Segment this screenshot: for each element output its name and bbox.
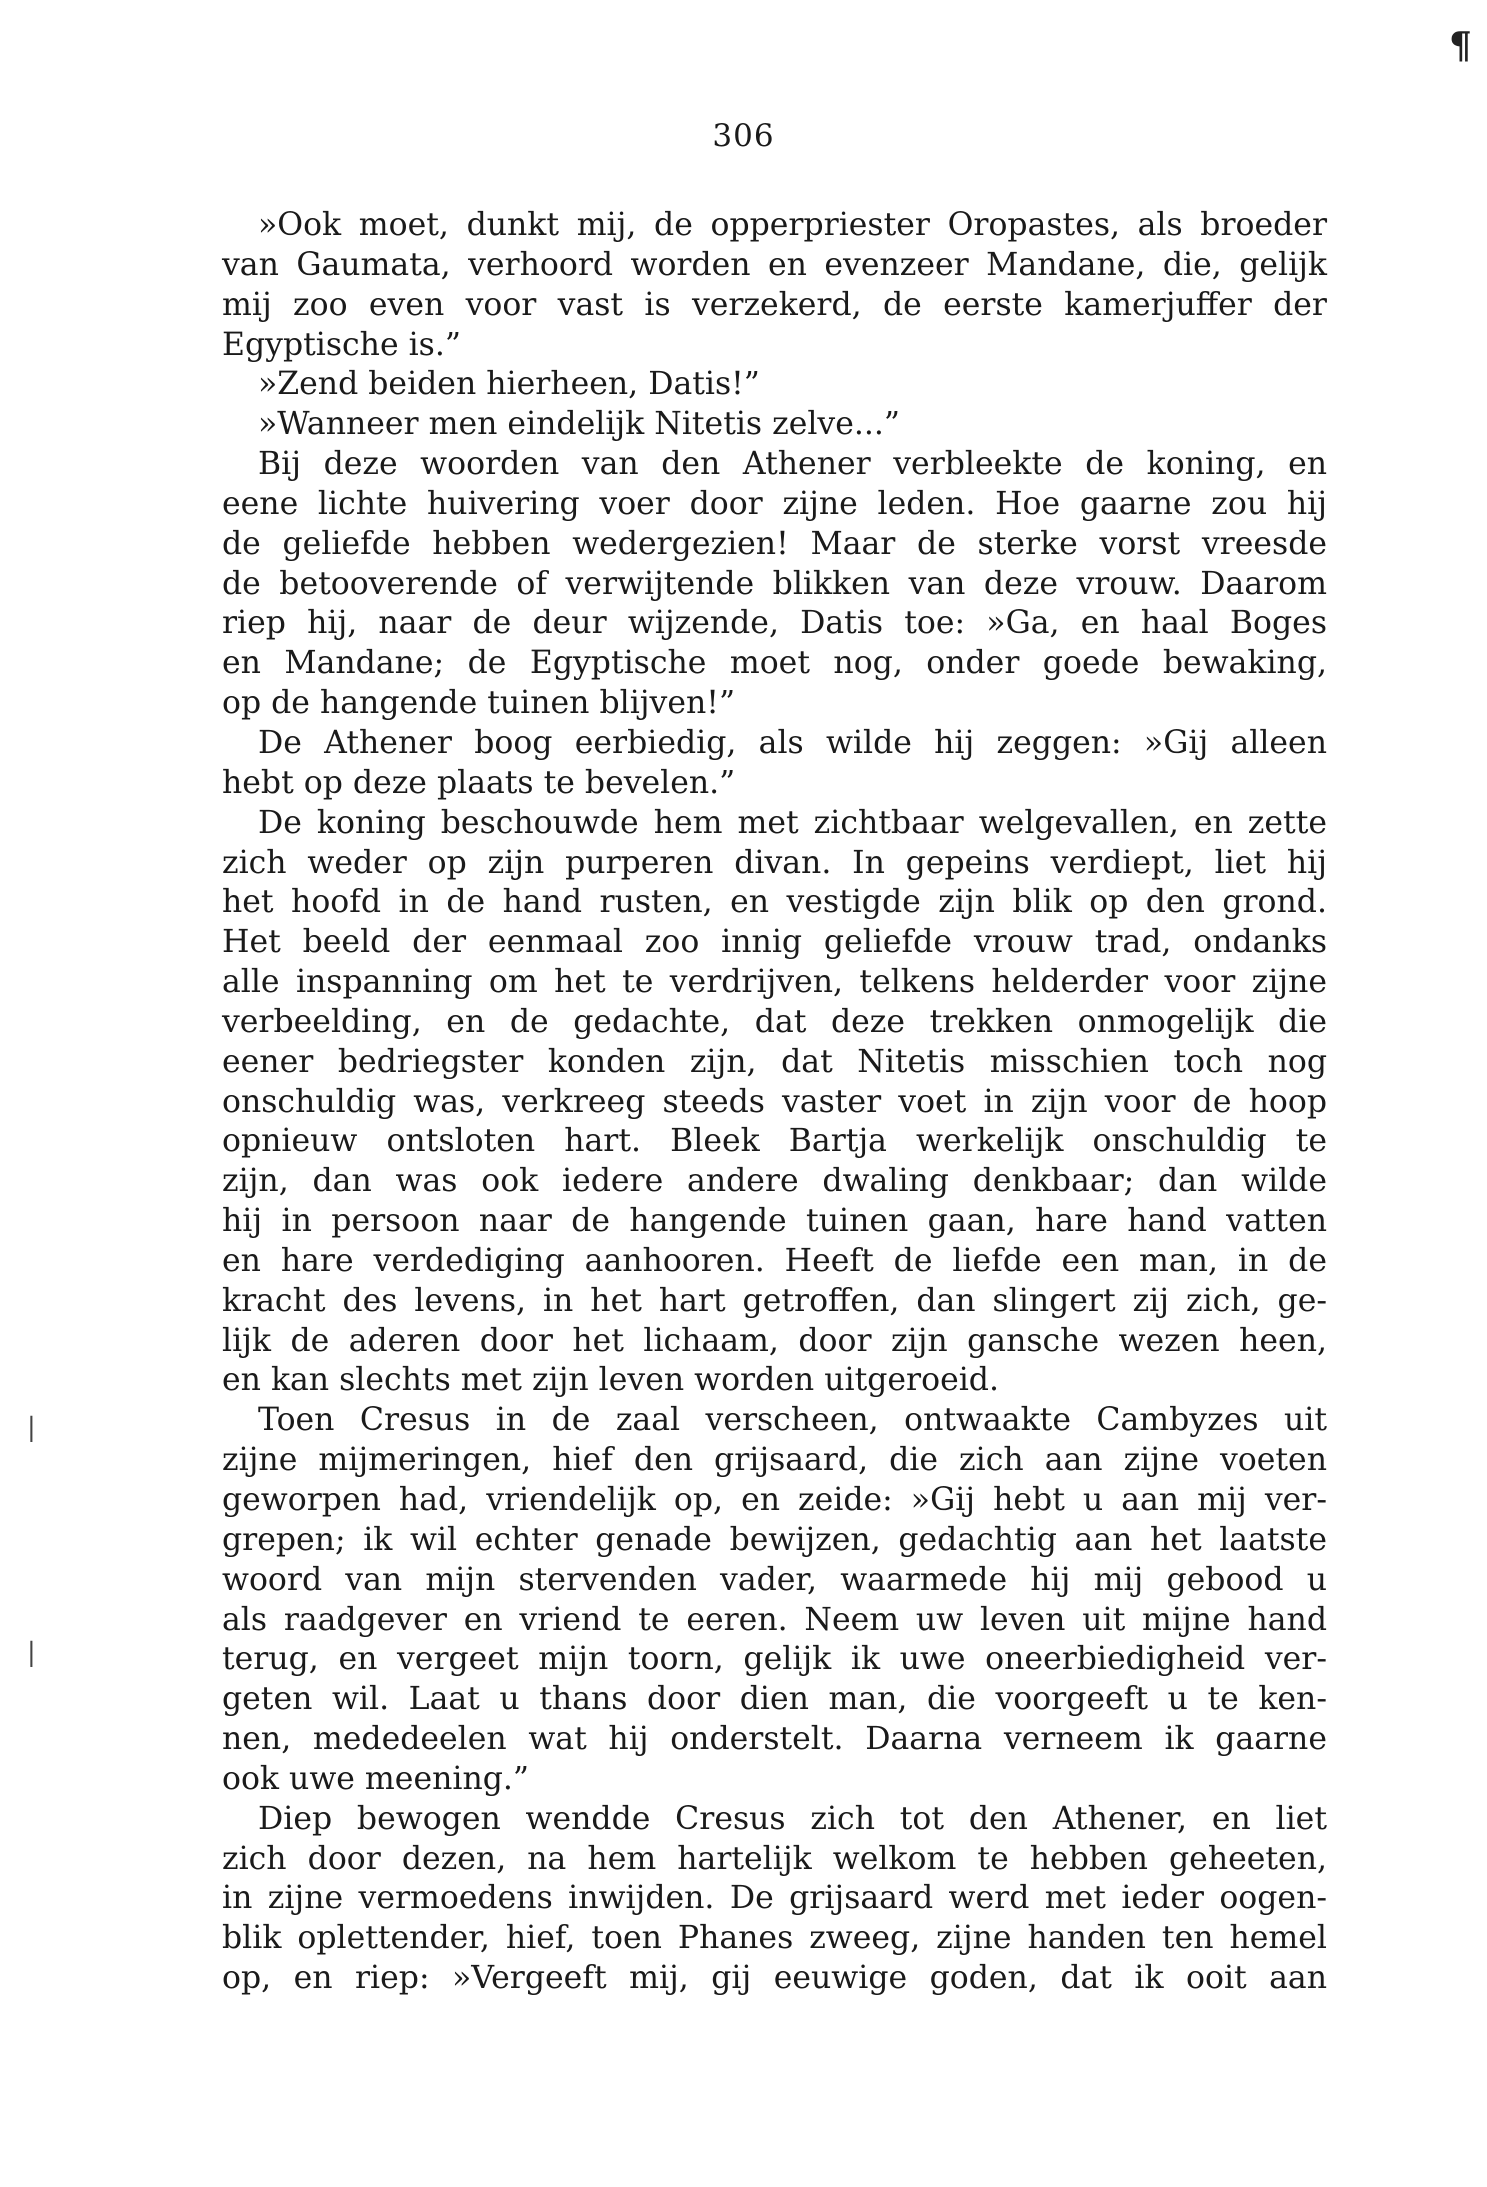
text-line: onschuldig was, verkreeg steeds vaster voet in zijn voor de hoop	[222, 1083, 1327, 1120]
text-line: geworpen had, vriendelijk op, en zeide: »Gij hebt u aan mij ver-	[222, 1482, 1327, 1518]
text-line: zich door dezen, na hem hartelijk welkom te hebben geheeten,	[222, 1840, 1327, 1877]
text-line: Egyptische is.”	[222, 326, 461, 363]
text-line: mij zoo even voor vast is verzekerd, de eerste kamerjuffer der	[222, 286, 1327, 323]
text-line: »Wanneer men eindelijk Nitetis zelve...”	[258, 406, 900, 443]
text-line: opnieuw ontsloten hart. Bleek Bartja werkelijk onschuldig te	[222, 1123, 1327, 1160]
text-line: De koning beschouwde hem met zichtbaar welgevallen, en zette	[258, 804, 1327, 841]
text-line: nen, mededeelen wat hij onderstelt. Daarna verneem ik gaarne	[222, 1721, 1327, 1758]
text-line: de betooverende of verwijtende blikken van deze vrouw. Daarom	[222, 565, 1327, 602]
text-line: blik oplettender, hief, toen Phanes zweeg, zijne handen ten hemel	[222, 1920, 1327, 1957]
text-line: op de hangende tuinen blijven!”	[222, 685, 736, 722]
text-line: Toen Cresus in de zaal verscheen, ontwaakte Cambyzes uit	[258, 1402, 1327, 1439]
margin-mark: |	[27, 1413, 36, 1443]
text-line: eene lichte huivering voer door zijne leden. Hoe gaarne zou hij	[222, 485, 1327, 522]
text-line: lijk de aderen door het lichaam, door zijn gansche wezen heen,	[222, 1322, 1327, 1359]
text-line: in zijne vermoedens inwijden. De grijsaard werd met ieder oogen-	[222, 1880, 1327, 1917]
text-line: de geliefde hebben wedergezien! Maar de sterke vorst vreesde	[222, 525, 1327, 562]
text-line: terug, en vergeet mijn toorn, gelijk ik uwe oneerbiedigheid ver-	[222, 1641, 1327, 1678]
text-line: en hare verdediging aanhooren. Heeft de liefde een man, in de	[222, 1242, 1327, 1279]
text-line: en Mandane; de Egyptische moet nog, onder goede bewaking,	[222, 645, 1327, 682]
text-line: van Gaumata, verhoord worden en evenzeer Mandane, die, gelijk	[222, 246, 1327, 283]
text-line: alle inspanning om het te verdrijven, telkens helderder voor zijne	[222, 964, 1327, 1001]
text-line: zijn, dan was ook iedere andere dwaling denkbaar; dan wilde	[222, 1163, 1327, 1200]
text-line: zich weder op zijn purperen divan. In gepeins verdiept, liet hij	[222, 844, 1327, 881]
text-line: als raadgever en vriend te eeren. Neem uw leven uit mijne hand	[222, 1601, 1327, 1638]
text-line: kracht des levens, in het hart getroffen, dan slingert zij zich, ge-	[222, 1282, 1327, 1319]
text-line: De Athener boog eerbiedig, als wilde hij zeggen: »Gij alleen	[258, 724, 1327, 761]
text-line: woord van mijn stervenden vader, waarmede hij mij gebood u	[222, 1561, 1327, 1598]
margin-mark: |	[27, 1638, 36, 1668]
text-line: ook uwe meening.”	[222, 1760, 530, 1797]
corner-mark: ¶	[1449, 25, 1472, 67]
text-line: Het beeld der eenmaal zoo innig geliefde vrouw trad, ondanks	[222, 924, 1327, 961]
page-number: 306	[712, 118, 775, 154]
body-text	[222, 206, 1327, 1999]
text-line: hebt op deze plaats te bevelen.”	[222, 764, 736, 801]
text-line: op, en riep: »Vergeeft mij, gij eeuwige goden, dat ik ooit aan	[222, 1960, 1327, 1997]
text-line: grepen; ik wil echter genade bewijzen, gedachtig aan het laatste	[222, 1521, 1327, 1558]
text-line: eener bedriegster konden zijn, dat Nitetis misschien toch nog	[222, 1043, 1327, 1080]
text-line: hij in persoon naar de hangende tuinen gaan, hare hand vatten	[222, 1203, 1327, 1240]
text-line: het hoofd in de hand rusten, en vestigde zijn blik op den grond.	[222, 884, 1327, 921]
text-line: Diep bewogen wendde Cresus zich tot den Athener, en liet	[258, 1800, 1327, 1837]
text-line: en kan slechts met zijn leven worden uitgeroeid.	[222, 1362, 999, 1399]
text-line: »Zend beiden hierheen, Datis!”	[258, 366, 760, 403]
text-line: zijne mijmeringen, hief den grijsaard, die zich aan zijne voeten	[222, 1442, 1327, 1479]
text-line: geten wil. Laat u thans door dien man, die voorgeeft u te ken-	[222, 1681, 1327, 1718]
text-line: verbeelding, en de gedachte, dat deze trekken onmogelijk die	[222, 1003, 1327, 1040]
text-line: riep hij, naar de deur wijzende, Datis toe: »Ga, en haal Boges	[222, 605, 1327, 642]
text-line: Bij deze woorden van den Athener verbleekte de koning, en	[258, 446, 1327, 483]
text-line: »Ook moet, dunkt mij, de opperpriester Oropastes, als broeder	[258, 207, 1327, 243]
